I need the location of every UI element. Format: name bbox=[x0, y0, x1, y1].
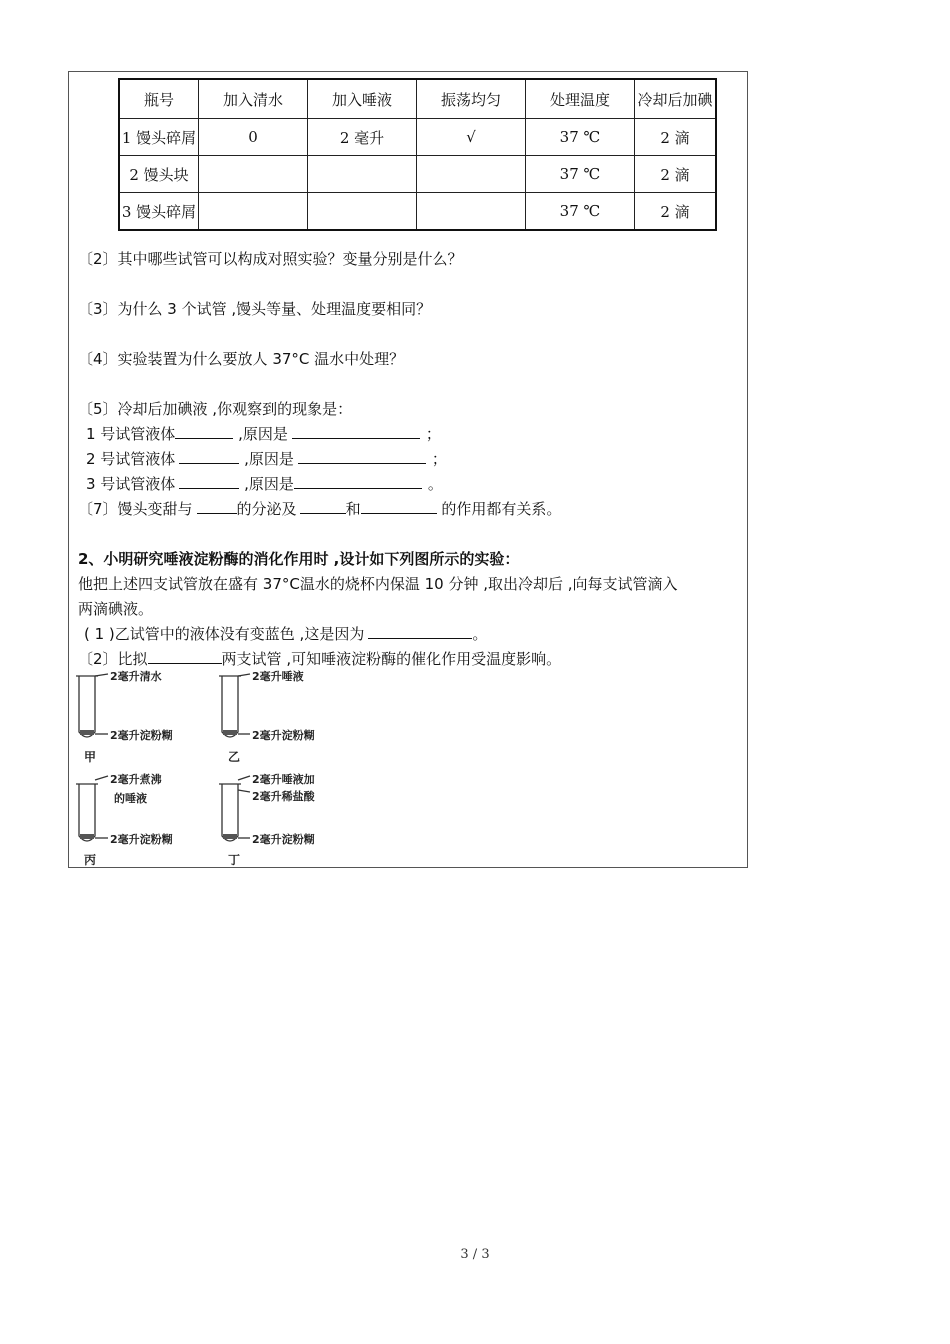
table-header-cell: 振荡均匀 bbox=[417, 79, 526, 119]
table-cell: 0 bbox=[199, 119, 308, 156]
answer-blank[interactable] bbox=[179, 449, 239, 464]
problem-2-description-1: 他把上述四支试管放在盛有 37°C温水的烧杯内保温 10 分钟 ,取出冷却后 ,向每支试管滴入 bbox=[78, 575, 678, 593]
table-cell bbox=[417, 156, 526, 193]
tube-yi-top-label: 2毫升唾液 bbox=[252, 670, 304, 683]
problem-2-sub-1 bbox=[84, 624, 487, 644]
tube-jia-name: 甲 bbox=[84, 750, 97, 764]
label: 〔2〕比拟 bbox=[78, 650, 148, 668]
table-header-cell: 加入唾液 bbox=[308, 79, 417, 119]
label: 1 号试管液体 bbox=[86, 425, 176, 443]
test-tube-bing-icon bbox=[79, 784, 95, 841]
label: 的作用都有关系。 bbox=[436, 500, 562, 518]
page-number: 3 / 3 bbox=[460, 1247, 490, 1262]
table-cell: 37 ℃ bbox=[526, 119, 635, 156]
tube-ding-top-label-1: 2毫升唾液加 bbox=[252, 773, 315, 786]
question-5-line-2 bbox=[86, 449, 447, 469]
table-row bbox=[119, 193, 716, 231]
answer-blank[interactable] bbox=[361, 499, 437, 514]
tube-bing-top-label-1: 2毫升煮沸 bbox=[110, 773, 162, 786]
label: ,原因是 bbox=[239, 475, 294, 493]
question-4: 〔4〕实验装置为什么要放人 37°C 温水中处理？ bbox=[78, 350, 405, 368]
table-cell bbox=[308, 193, 417, 231]
answer-blank[interactable] bbox=[298, 449, 426, 464]
question-5-line-3 bbox=[86, 474, 443, 494]
table-header-cell: 加入清水 bbox=[199, 79, 308, 119]
table-cell: 2 滴 bbox=[635, 156, 717, 193]
table-row bbox=[119, 119, 716, 156]
tube-ding-top-label-2: 2毫升稀盐酸 bbox=[252, 790, 315, 803]
tube-yi-name: 乙 bbox=[228, 750, 241, 764]
label: 两支试管 ,可知唾液淀粉酶的催化作用受温度影响。 bbox=[221, 650, 562, 668]
tube-ding-bottom-label: 2毫升淀粉糊 bbox=[252, 833, 315, 846]
answer-blank[interactable] bbox=[148, 649, 222, 664]
table-cell: √ bbox=[417, 119, 526, 156]
label: 和 bbox=[345, 500, 361, 518]
test-tube-yi-icon bbox=[222, 676, 238, 737]
answer-blank[interactable] bbox=[179, 474, 239, 489]
answer-blank[interactable] bbox=[300, 499, 346, 514]
table-header-cell: 冷却后加碘 bbox=[635, 79, 717, 119]
table-header-cell: 处理温度 bbox=[526, 79, 635, 119]
tube-bing-bottom-label: 2毫升淀粉糊 bbox=[110, 833, 173, 846]
label: ； bbox=[425, 425, 441, 443]
tube-bing-name: 丙 bbox=[84, 853, 97, 867]
label: 〔7〕馒头变甜与 bbox=[78, 500, 193, 518]
table-cell bbox=[199, 156, 308, 193]
table-cell: 2 滴 bbox=[635, 193, 717, 231]
table-row bbox=[119, 156, 716, 193]
tube-bing-top-label-2: 的唾液 bbox=[114, 792, 147, 805]
answer-blank[interactable] bbox=[368, 624, 472, 639]
label: ,原因是 bbox=[233, 425, 288, 443]
table-cell: 37 ℃ bbox=[526, 156, 635, 193]
question-5-line-1 bbox=[86, 424, 441, 444]
table-cell: 2 馒头块 bbox=[119, 156, 199, 193]
table-cell: 2 毫升 bbox=[308, 119, 417, 156]
tube-ding-name: 丁 bbox=[228, 853, 241, 867]
label: ,原因是 bbox=[239, 450, 294, 468]
table-cell: 3 馒头碎屑 bbox=[119, 193, 199, 231]
table-cell: 2 滴 bbox=[635, 119, 717, 156]
answer-blank[interactable] bbox=[197, 499, 237, 514]
tube-jia-top-label: 2毫升清水 bbox=[110, 670, 162, 683]
table-cell bbox=[417, 193, 526, 231]
question-2: 〔2〕其中哪些试管可以构成对照实验？变量分别是什么？ bbox=[78, 250, 463, 268]
table-header-row bbox=[119, 79, 716, 119]
question-5-intro: 〔5〕冷却后加碘液 ,你观察到的现象是： bbox=[78, 400, 353, 418]
answer-blank[interactable] bbox=[292, 424, 420, 439]
label: 。 bbox=[427, 475, 443, 493]
table-cell bbox=[199, 193, 308, 231]
test-tube-jia-icon bbox=[79, 676, 95, 737]
tube-yi-bottom-label: 2毫升淀粉糊 bbox=[252, 729, 315, 742]
experiment-table bbox=[118, 78, 717, 231]
label: 。 bbox=[472, 625, 488, 643]
answer-blank[interactable] bbox=[294, 474, 422, 489]
tube-jia-bottom-label: 2毫升淀粉糊 bbox=[110, 729, 173, 742]
table-cell: 37 ℃ bbox=[526, 193, 635, 231]
problem-2-description-2: 两滴碘液。 bbox=[78, 600, 154, 618]
problem-2-sub-2 bbox=[78, 649, 561, 669]
label: ； bbox=[431, 450, 447, 468]
problem-2-title: 2、小明研究唾液淀粉酶的消化作用时 ,设计如下列图所示的实验： bbox=[78, 550, 520, 568]
table-header-cell: 瓶号 bbox=[119, 79, 199, 119]
label: 2 号试管液体 bbox=[86, 450, 176, 468]
answer-blank[interactable] bbox=[175, 424, 233, 439]
test-tube-ding-icon bbox=[222, 784, 238, 841]
label: ( 1 )乙试管中的液体没有变蓝色 ,这是因为 bbox=[84, 625, 365, 643]
table-cell bbox=[308, 156, 417, 193]
label: 3 号试管液体 bbox=[86, 475, 176, 493]
question-7 bbox=[78, 499, 561, 519]
table-cell: 1 馒头碎屑 bbox=[119, 119, 199, 156]
question-3: 〔3〕为什么 3 个试管 ,馒头等量、处理温度要相同？ bbox=[78, 300, 432, 318]
label: 的分泌及 bbox=[236, 500, 297, 518]
